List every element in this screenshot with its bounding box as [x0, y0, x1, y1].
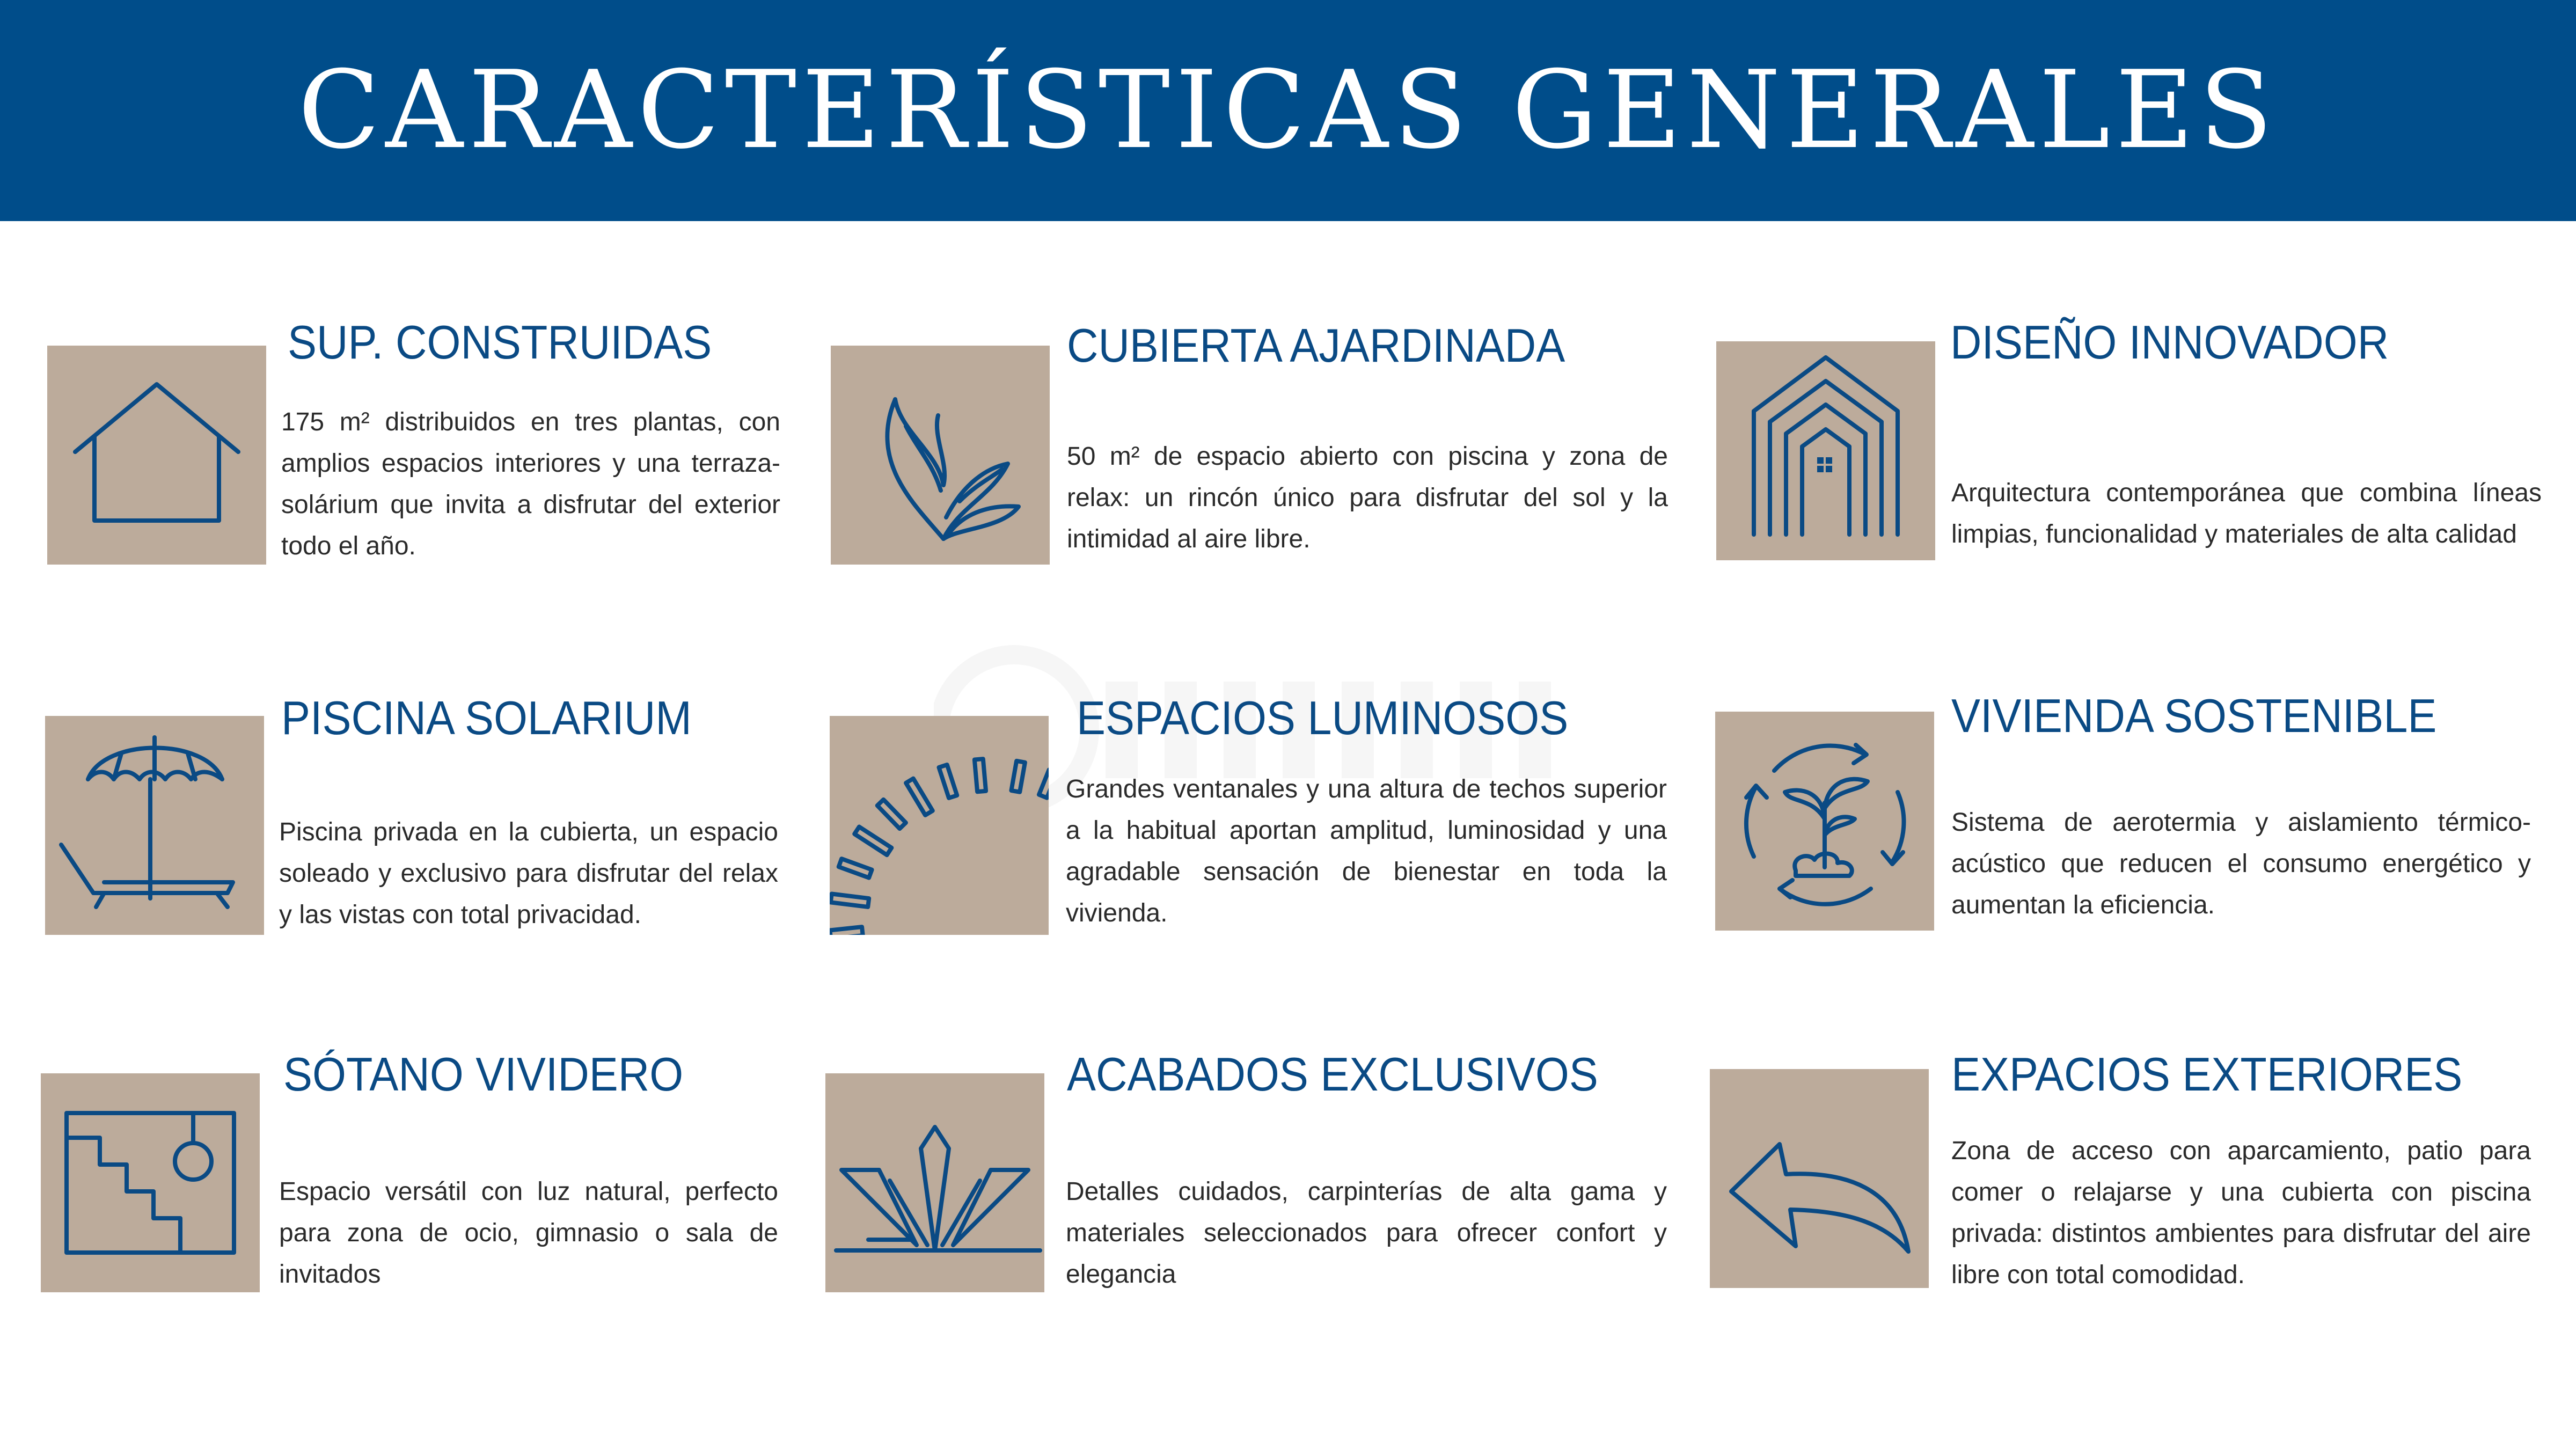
feature-title: EXPACIOS EXTERIORES [1951, 1048, 2463, 1101]
crystal-icon [825, 1073, 1044, 1292]
feature-title: PISCINA SOLARIUM [281, 691, 692, 744]
feature-description: 50 m² de espacio abierto con piscina y zona de relax: un rincón único para disfrutar del sol y la intimidad al aire libre. [1067, 442, 1668, 553]
feature-title: ESPACIOS LUMINOSOS [1077, 691, 1569, 744]
feature-title: SUP. CONSTRUIDAS [288, 316, 712, 369]
header-banner [0, 0, 2576, 221]
sustainable-plant-icon [1715, 712, 1934, 931]
leaves-icon [831, 346, 1050, 565]
parasol-lounger-icon [45, 716, 264, 935]
page-title: CARACTERÍSTICAS GENERALES [298, 48, 2278, 173]
feature-title: CUBIERTA AJARDINADA [1067, 319, 1565, 372]
curved-arrow-icon [1710, 1069, 1929, 1288]
light-rays-icon [830, 716, 1049, 935]
house-icon [47, 346, 266, 565]
feature-description: Arquitectura contemporánea que combina líneas limpias, funcionalidad y materiales de alta calidad [1951, 479, 2542, 548]
feature-description: Detalles cuidados, carpinterías de alta gama y materiales seleccionados para ofrecer confort y elegancia [1066, 1177, 1667, 1289]
modern-house-icon [1716, 341, 1935, 560]
feature-title: SÓTANO VIVIDERO [283, 1048, 684, 1101]
feature-description: Zona de acceso con aparcamiento, patio para comer o relajarse y una cubierta con piscina privada: distintos ambientes para disfrutar del aire libre con total comodidad. [1951, 1137, 2531, 1289]
feature-description: Piscina privada en la cubierta, un espacio soleado y exclusivo para disfrutar del relax y las vistas con total privacidad. [279, 818, 778, 929]
feature-title: DISEÑO INNOVADOR [1950, 316, 2389, 369]
feature-description: Espacio versátil con luz natural, perfecto para zona de ocio, gimnasio o sala de invitados [279, 1177, 778, 1289]
feature-description: Sistema de aerotermia y aislamiento térmico-acústico que reducen el consumo energético y aumentan la eficiencia. [1951, 808, 2531, 919]
feature-title: VIVIENDA SOSTENIBLE [1951, 689, 2437, 742]
feature-description: Grandes ventanales y una altura de techos superior a la habitual aportan amplitud, luminosidad y una agradable sensación de bienestar en toda la vivienda. [1066, 775, 1667, 927]
feature-description: 175 m² distribuidos en tres plantas, con amplios espacios interiores y una terraza-solárium que invita a disfrutar del exterior todo el año. [281, 408, 780, 560]
feature-title: ACABADOS EXCLUSIVOS [1067, 1048, 1598, 1101]
basement-stairs-icon [41, 1073, 260, 1292]
